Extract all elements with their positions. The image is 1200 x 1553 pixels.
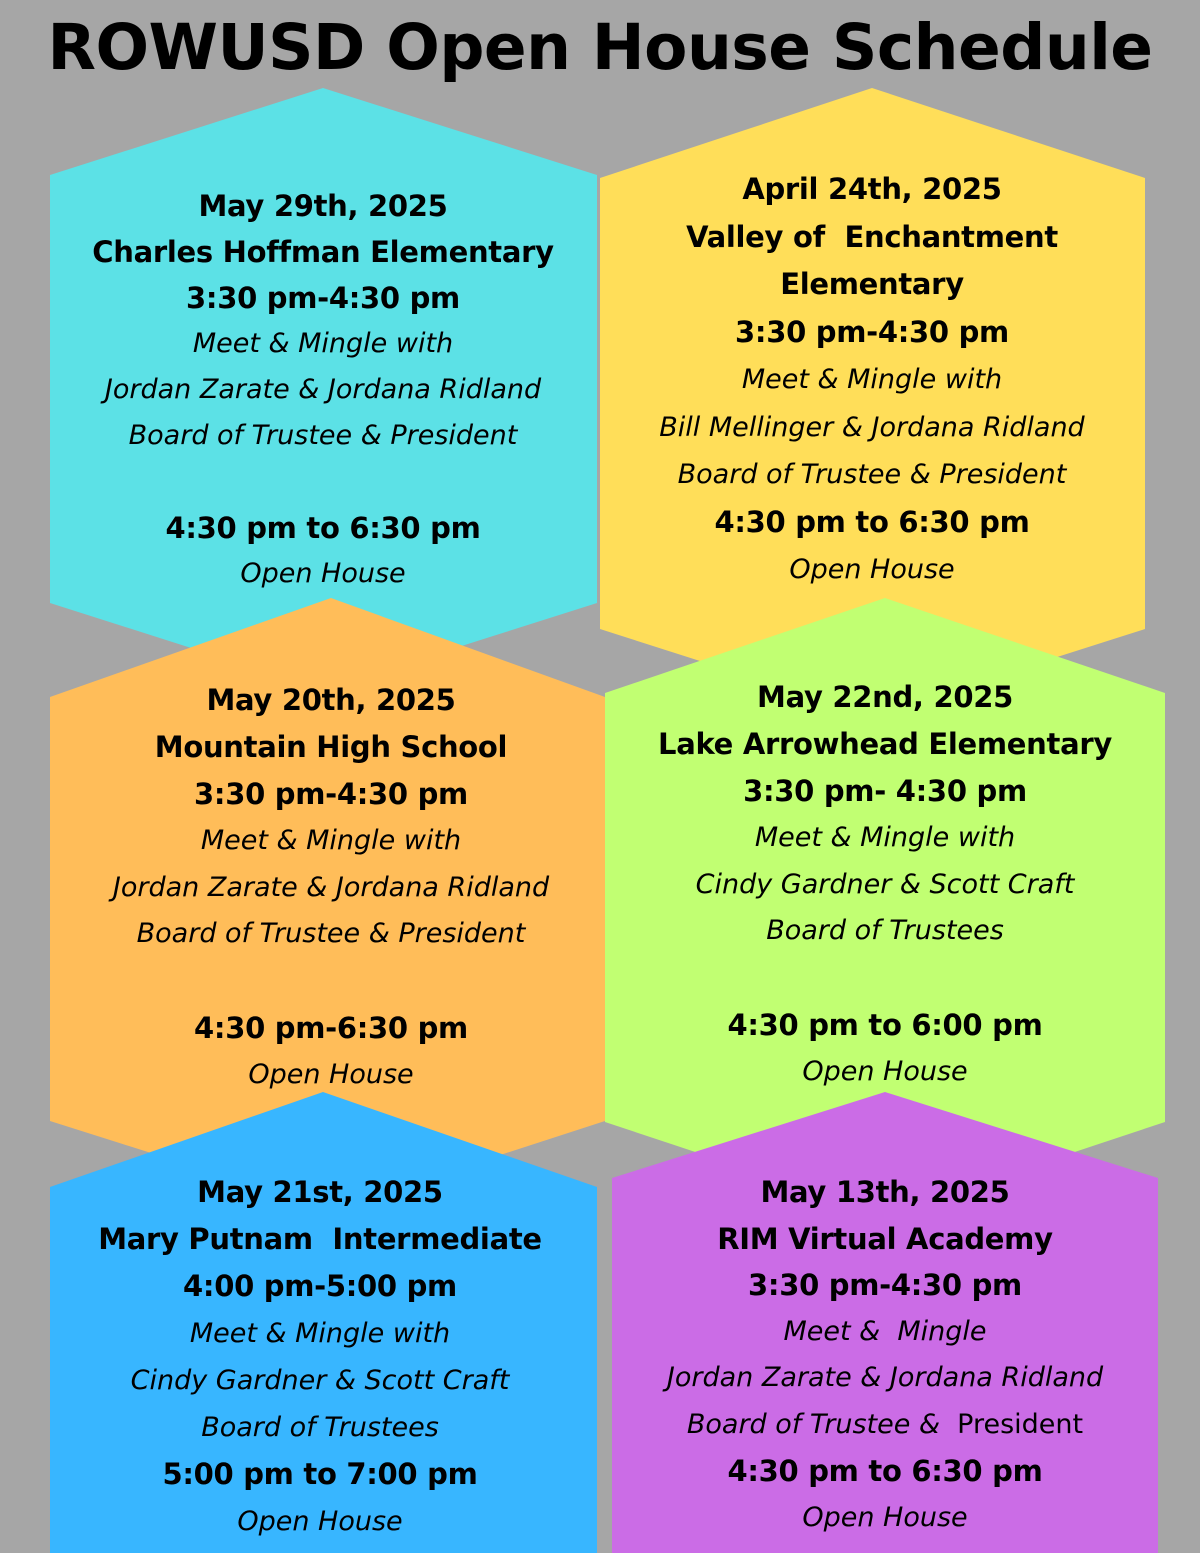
card-line: Board of Trustee & President bbox=[128, 420, 518, 451]
card-line: Meet & Mingle with bbox=[754, 821, 1016, 853]
card-line: May 29th, 2025 bbox=[198, 189, 448, 223]
card-line: 4:30 pm-6:30 pm bbox=[194, 1011, 468, 1046]
card-line bbox=[575, 955, 1195, 1002]
card-line: 3:30 pm-4:30 pm bbox=[748, 1268, 1022, 1302]
card-line: Jordan Zarate & Jordana Ridland bbox=[104, 374, 542, 405]
card-line: Meet & Mingle with bbox=[189, 1318, 451, 1349]
card-line: Board of Trustee & President bbox=[677, 459, 1067, 490]
card-line: Open House bbox=[248, 1059, 414, 1091]
event-card-valley-of-enchantment bbox=[562, 166, 1182, 594]
card-line: Lake Arrowhead Elementary bbox=[658, 726, 1112, 761]
event-card-charles-hoffman bbox=[13, 183, 633, 597]
card-line: 5:00 pm to 7:00 pm bbox=[162, 1457, 478, 1491]
card-line: Jordan Zarate & Jordana Ridland bbox=[666, 1362, 1104, 1393]
card-line bbox=[13, 459, 633, 505]
card-line: Mary Putnam Intermediate bbox=[98, 1222, 542, 1256]
card-line: Meet & Mingle bbox=[783, 1315, 987, 1347]
card-line: Board of Trustees bbox=[201, 1412, 439, 1443]
card-line: Open House bbox=[789, 554, 955, 585]
card-line bbox=[21, 958, 641, 1005]
card-line: Board of Trustee & President bbox=[136, 918, 526, 950]
card-line: Meet & Mingle with bbox=[200, 824, 462, 856]
card-line: Open House bbox=[240, 558, 406, 589]
card-line-part: President bbox=[948, 1408, 1084, 1440]
card-line: 3:30 pm-4:30 pm bbox=[735, 314, 1009, 349]
card-line: 3:30 pm- 4:30 pm bbox=[743, 773, 1027, 808]
card-line: May 13th, 2025 bbox=[760, 1175, 1010, 1209]
card-line: 4:30 pm to 6:00 pm bbox=[727, 1008, 1043, 1043]
page-title: ROWUSD Open House Schedule bbox=[47, 11, 1153, 84]
card-line: 4:30 pm to 6:30 pm bbox=[714, 504, 1030, 539]
card-line: 4:30 pm to 6:30 pm bbox=[727, 1454, 1043, 1488]
card-line: Open House bbox=[802, 1056, 968, 1088]
card-line: 3:30 pm-4:30 pm bbox=[194, 776, 468, 811]
card-line: Jordan Zarate & Jordana Ridland bbox=[112, 871, 550, 903]
event-card-lake-arrowhead bbox=[575, 674, 1195, 1096]
card-line: Charles Hoffman Elementary bbox=[92, 235, 554, 269]
card-line-part: Board of Trustee & bbox=[686, 1408, 949, 1440]
card-line: Valley of Enchantment bbox=[686, 219, 1058, 254]
event-card-mountain-high bbox=[21, 677, 641, 1099]
card-line: Board of Trustees bbox=[766, 915, 1004, 947]
card-line: 4:30 pm to 6:30 pm bbox=[165, 511, 481, 545]
card-line: 4:00 pm-5:00 pm bbox=[183, 1269, 457, 1303]
card-line: Open House bbox=[237, 1506, 403, 1537]
card-line: Cindy Gardner & Scott Craft bbox=[130, 1365, 510, 1396]
card-line: April 24th, 2025 bbox=[742, 172, 1002, 206]
card-line: Meet & Mingle with bbox=[741, 364, 1003, 395]
card-line: May 20th, 2025 bbox=[206, 683, 456, 717]
card-line: 3:30 pm-4:30 pm bbox=[186, 281, 460, 315]
card-line: Bill Mellinger & Jordana Ridland bbox=[659, 411, 1085, 443]
event-card-rim-virtual bbox=[575, 1169, 1195, 1541]
card-line: Elementary bbox=[780, 267, 964, 301]
card-line: Open House bbox=[802, 1501, 968, 1533]
card-line: Mountain High School bbox=[154, 729, 508, 764]
card-line: May 21st, 2025 bbox=[197, 1175, 443, 1209]
card-line: May 22nd, 2025 bbox=[757, 680, 1013, 714]
card-line: Meet & Mingle with bbox=[192, 328, 454, 359]
card-line: RIM Virtual Academy bbox=[717, 1221, 1053, 1256]
card-line bbox=[575, 1402, 1195, 1449]
event-card-mary-putnam bbox=[10, 1169, 630, 1545]
card-line: Cindy Gardner & Scott Craft bbox=[695, 868, 1075, 900]
